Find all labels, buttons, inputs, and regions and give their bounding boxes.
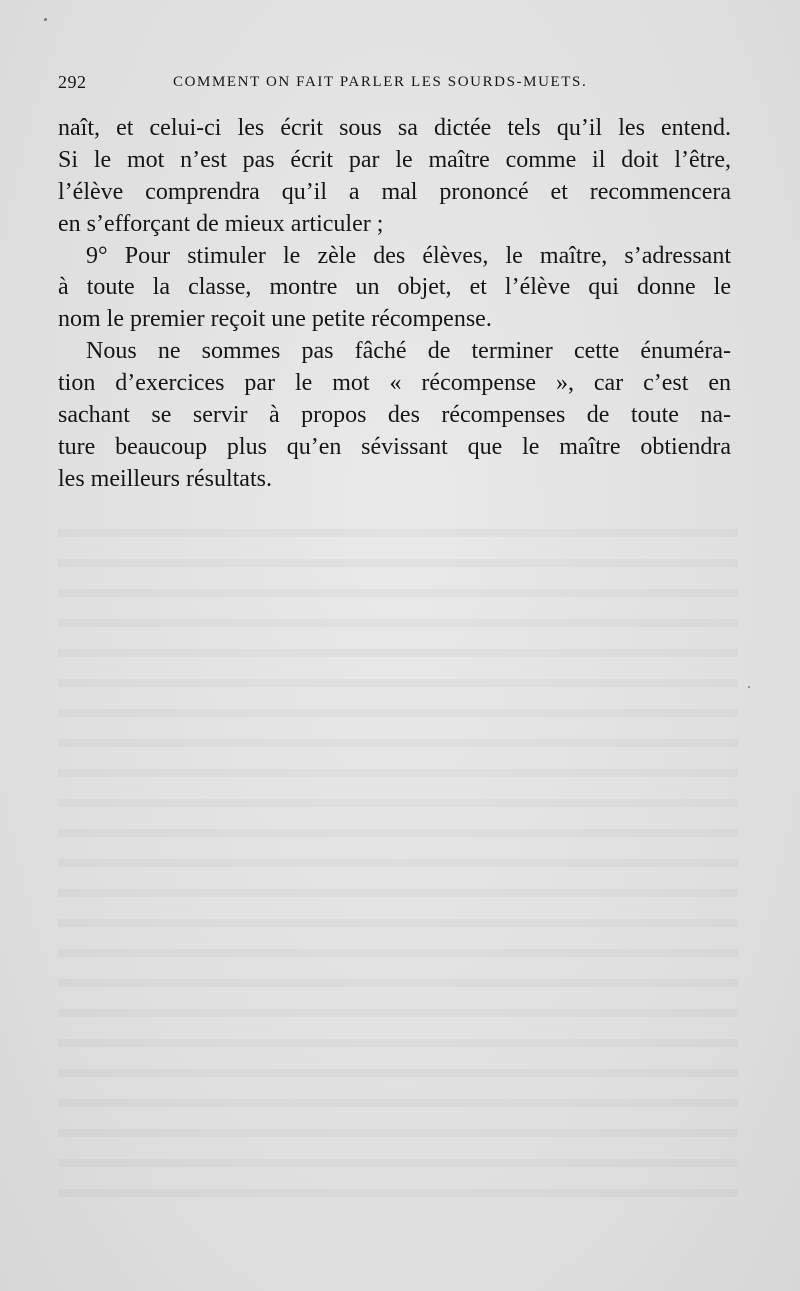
- text-line: à toute la classe, montre un objet, et l’élève qui donne le: [58, 274, 731, 301]
- paragraph: [58, 113, 731, 241]
- text-line: l’élève comprendra qu’il a mal prononcé et recommencera: [58, 178, 731, 205]
- text-line: tion d’exercices par le mot « récompense », car c’est en: [58, 370, 731, 397]
- text-line: les meilleurs résultats.: [58, 465, 272, 492]
- text-line: Nous ne sommes pas fâché de terminer cette énuméra-: [86, 338, 731, 365]
- text-line: en s’efforçant de mieux articuler ;: [58, 210, 384, 237]
- ink-speck: [748, 686, 750, 688]
- page-number: 292: [58, 72, 87, 92]
- running-head: COMMENT ON FAIT PARLER LES SOURDS-MUETS.: [173, 74, 588, 90]
- text-line: Si le mot n’est pas écrit par le maître comme il doit l’être,: [58, 146, 731, 173]
- paragraph: [58, 336, 731, 495]
- text-line: 9° Pour stimuler le zèle des élèves, le maître, s’adressant: [86, 242, 731, 269]
- ink-speck: [44, 18, 47, 21]
- text-line: nom le premier reçoit une petite récompense.: [58, 306, 492, 333]
- page-header: [58, 72, 728, 96]
- text-line: naît, et celui-ci les écrit sous sa dictée tels qu’il les entend.: [58, 115, 731, 141]
- paragraph: [58, 241, 731, 337]
- text-line: ture beaucoup plus qu’en sévissant que le maître obtiendra: [58, 433, 731, 460]
- body-text: [58, 113, 731, 496]
- text-line: sachant se servir à propos des récompenses de toute na-: [58, 402, 731, 429]
- bleed-through-texture: [58, 515, 738, 1215]
